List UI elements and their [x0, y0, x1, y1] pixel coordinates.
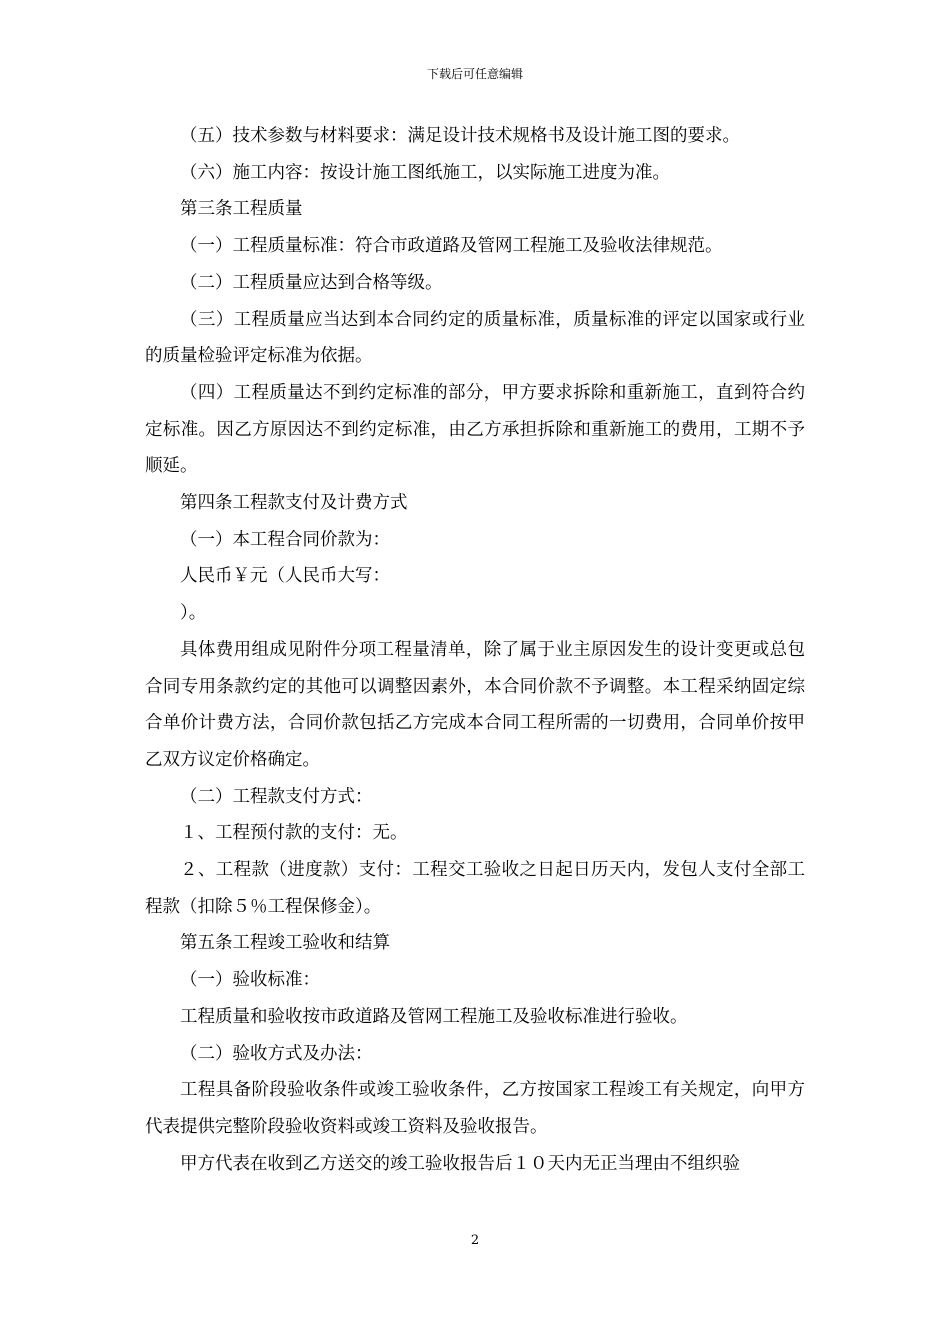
paragraph: 工程具备阶段验收条件或竣工验收条件，乙方按国家工程竣工有关规定，向甲方代表提供完整阶段验收资料或竣工资料及验收报告。: [145, 1080, 805, 1137]
paragraph: 工程质量和验收按市政道路及管网工程施工及验收标准进行验收。: [180, 1006, 688, 1027]
paragraph: ２、工程款（进度款）支付：工程交工验收之日起日历天内，发包人支付全部工程款（扣除５％工程保修金）。: [145, 860, 805, 917]
paragraph: （五）技术参数与材料要求：满足设计技术规格书及设计施工图的要求。: [180, 126, 740, 146]
section-heading: 第五条工程竣工验收和结算: [180, 933, 390, 954]
document-body: [145, 118, 805, 1182]
paragraph: （六）施工内容：按设计施工图纸施工，以实际施工进度为准。: [180, 162, 670, 183]
section-heading: 第四条工程款支付及计费方式: [180, 493, 408, 514]
page-header: 下载后可任意编辑: [426, 67, 523, 81]
paragraph: 甲方代表在收到乙方送交的竣工验收报告后１０天内无正当理由不组织验: [180, 1153, 740, 1174]
paragraph: （四）工程质量达不到约定标准的部分，甲方要求拆除和重新施工，直到符合约定标准。因乙方原因达不到约定标准，由乙方承担拆除和重新施工的费用，工期不予顺延。: [145, 382, 805, 477]
paragraph: （二）验收方式及办法：: [180, 1043, 373, 1064]
section-heading: 第三条工程质量: [180, 199, 303, 220]
paragraph: 人民币￥元（人民币大写：: [180, 566, 390, 587]
paragraph: ）。: [180, 603, 207, 624]
paragraph: （二）工程款支付方式：: [180, 786, 373, 807]
paragraph: １、工程预付款的支付：无。: [180, 823, 408, 844]
paragraph: 具体费用组成见附件分项工程量清单，除了属于业主原因发生的设计变更或总包合同专用条款约定的其他可以调整因素外，本合同价款不予调整。本工程采纳固定综合单价计费方法，合同价款包括乙方完成本合同工程所需的一切费用，合同单价按甲乙双方议定价格确定。: [145, 639, 805, 770]
paragraph: （三）工程质量应当达到本合同约定的质量标准，质量标准的评定以国家或行业的质量检验评定标准为依据。: [145, 309, 805, 367]
paragraph: （一）工程质量标准：符合市政道路及管网工程施工及验收法律规范。: [180, 236, 723, 257]
paragraph: （一）本工程合同价款为：: [180, 529, 390, 550]
paragraph: （二）工程质量应达到合格等级。: [180, 272, 443, 293]
paragraph: （一）验收标准：: [180, 970, 320, 991]
page-number: 2: [470, 1233, 480, 1248]
